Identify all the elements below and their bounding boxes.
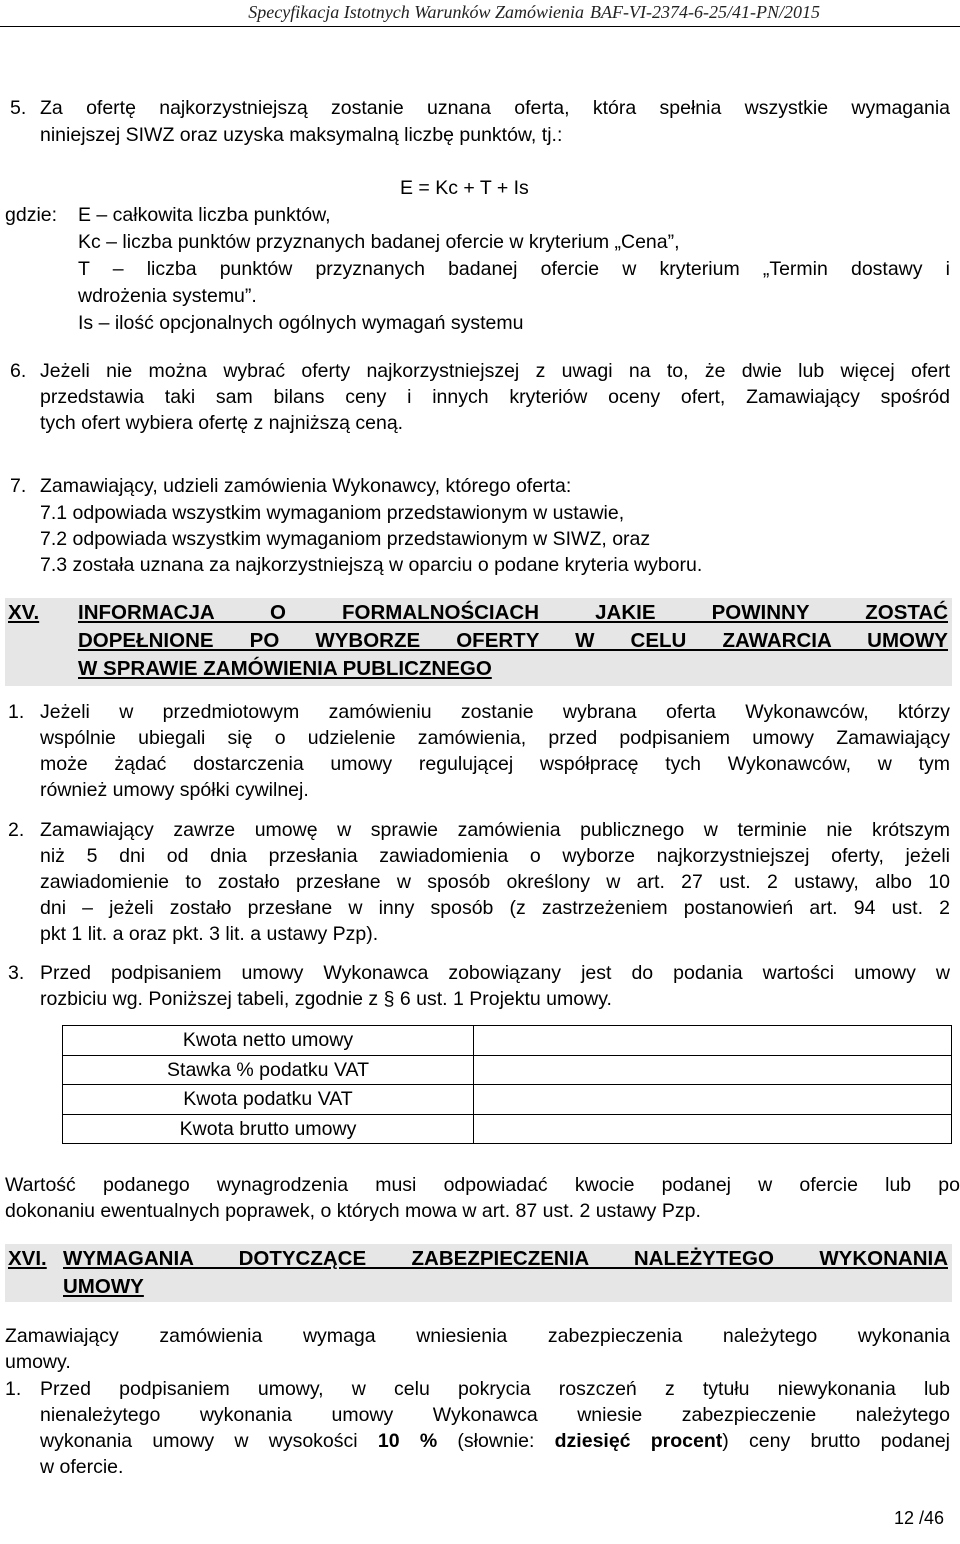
xv-item-1-line-1: Jeżeli w przedmiotowym zamówieniu zostanie wybrana oferta Wykonawców, którzy [40,701,950,723]
formula-is-definition: Is – ilość opcjonalnych ogólnych wymagań systemu [78,312,524,334]
xvi-line-3-part-c: (słownie: [437,1430,555,1452]
xv-item-2-line-4: dni – jeżeli zostało przesłane w inny sposób (z zastrzeżeniem postanowień art. 94 ust. 2 [40,897,950,919]
xv-item-2-line-2: niż 5 dni od dnia przesłania zawiadomienia o wyborze najkorzystniejszej oferty, jeżeli [40,845,950,867]
xv-item-2-number: 2. [8,819,25,841]
formula-t-definition-1: T – liczba punktów przyznanych badanej ofercie w kryterium „Termin dostawy i [78,258,950,280]
section-xvi-title-line-2: UMOWY [63,1275,144,1298]
table-label-net: Kwota netto umowy [63,1026,474,1056]
table-row [63,1026,952,1056]
table-label-gross: Kwota brutto umowy [63,1114,474,1144]
xvi-item-1-number: 1. [5,1378,22,1400]
item-5-number: 5. [10,97,27,119]
section-xv-title-line-2: DOPEŁNIONE PO WYBORZE OFERTY W CELU ZAWARCIA UMOWY [78,629,948,652]
xv-item-1-number: 1. [8,701,25,723]
item-7-1: 7.1 odpowiada wszystkim wymaganiom przedstawionym w ustawie, [40,502,625,524]
xvi-item-1-line-3 [40,1429,950,1453]
formula-kc-definition: Kc – liczba punktów przyznanych badanej ofercie w kryterium „Cena”, [78,231,680,253]
security-percent-words: dziesięć procent [554,1430,723,1452]
table-value-vat-rate[interactable] [474,1055,952,1085]
table-label-vat-rate: Stawka % podatku VAT [63,1055,474,1085]
xv-item-2-line-1: Zamawiający zawrze umowę w sprawie zamówienia publicznego w terminie nie krótszym [40,819,950,841]
formula-equation: E = Kc + T + Is [400,177,529,199]
xv-item-3-line-2: rozbiciu wg. Poniższej tabeli, zgodnie z § 6 ust. 1 Projektu umowy. [40,988,612,1010]
item-7-2: 7.2 odpowiada wszystkim wymaganiom przedstawionym w SIWZ, oraz [40,528,651,550]
section-xv-number: XV. [8,601,40,624]
page-number: 12 /46 [893,1508,944,1528]
section-xv-title-line-1: INFORMACJA O FORMALNOŚCIACH JAKIE POWINNY ZOSTAĆ [78,601,948,624]
xvi-line-3-part-a: wykonania umowy w wysokości [40,1430,378,1452]
item-7-number: 7. [10,475,27,497]
table-row [63,1114,952,1144]
xv-item-2-line-5: pkt 1 lit. a oraz pkt. 3 lit. a ustawy Pzp). [40,923,379,945]
item-6-line-1: Jeżeli nie można wybrać oferty najkorzystniejszej z uwagi na to, że dwie lub więcej ofert [40,360,950,382]
item-7-3: 7.3 została uznana za najkorzystniejszą w oparciu o podane kryteria wyboru. [40,554,703,576]
item-5-line-2: niniejszej SIWZ oraz uzyska maksymalną liczbę punktów, tj.: [40,124,563,146]
table-row [63,1055,952,1085]
after-table-line-2: dokonaniu ewentualnych poprawek, o których mowa w art. 87 ust. 2 ustawy Pzp. [5,1200,701,1222]
xv-item-1-line-3: może żądać dostarczenia umowy regulującej współpracę tych Wykonawców, w tym [40,753,950,775]
table-value-gross[interactable] [474,1114,952,1144]
item-6-number: 6. [10,360,27,382]
item-6-line-2: przedstawia taki sam bilans ceny i innych kryteriów oceny ofert, Zamawiający spośród [40,386,950,408]
table-value-net[interactable] [474,1026,952,1056]
item-7-line-1: Zamawiający, udzieli zamówienia Wykonawcy, którego oferta: [40,475,572,497]
section-xv-title-line-3: W SPRAWIE ZAMÓWIENIA PUBLICZNEGO [78,657,492,680]
xvi-line-3-part-e: ) ceny brutto podanej [722,1430,951,1452]
table-value-vat-amount[interactable] [474,1085,952,1115]
section-xvi-number: XVI. [8,1247,47,1270]
xvi-intro-line-1: Zamawiający zamówienia wymaga wniesienia zabezpieczenia należytego wykonania [5,1325,950,1347]
section-xvi-title-line-1: WYMAGANIA DOTYCZĄCE ZABEZPIECZENIA NALEŻYTEGO WYKONANIA [63,1247,948,1270]
header-rule [0,26,960,27]
header-reference: BAF-VI-2374-6-25/41-PN/2015 [590,2,820,22]
xvi-intro-line-2: umowy. [5,1351,71,1373]
formula-e-definition: E – całkowita liczba punktów, [78,204,331,226]
xv-item-1-line-4: również umowy spółki cywilnej. [40,779,309,801]
item-6-line-3: tych ofert wybiera ofertę z najniższą ceną. [40,412,404,434]
xv-item-1-line-2: wspólnie ubiegali się o udzielenie zamówienia, przed podpisaniem umowy Zamawiający [40,727,950,749]
table-label-vat-amount: Kwota podatku VAT [63,1085,474,1115]
xv-item-2-line-3: zawiadomienie to zostało przesłane w sposób określony w art. 27 ust. 2 ustawy, albo 10 [40,871,950,893]
after-table-line-1: Wartość podanego wynagrodzenia musi odpowiadać kwocie podanej w ofercie lub po [5,1174,960,1196]
formula-gdzie: gdzie: [5,204,58,226]
header-title: Specyfikacja Istotnych Warunków Zamówienia [248,2,585,22]
xvi-item-1-line-2: nienależytego wykonania umowy Wykonawca wniesie zabezpieczenie należytego [40,1404,950,1426]
formula-t-definition-2: wdrożenia systemu”. [78,285,257,307]
item-5-line-1: Za ofertę najkorzystniejszą zostanie uznana oferta, która spełnia wszystkie wymagania [40,97,950,119]
xvi-item-1-line-4: w ofercie. [40,1456,124,1478]
table-row [63,1085,952,1115]
contract-value-table [62,1025,952,1144]
xv-item-3-number: 3. [8,962,25,984]
xvi-item-1-line-1: Przed podpisaniem umowy, w celu pokrycia roszczeń z tytułu niewykonania lub [40,1378,950,1400]
xv-item-3-line-1: Przed podpisaniem umowy Wykonawca zobowiązany jest do podania wartości umowy w [40,962,950,984]
security-percent: 10 % [377,1430,438,1452]
